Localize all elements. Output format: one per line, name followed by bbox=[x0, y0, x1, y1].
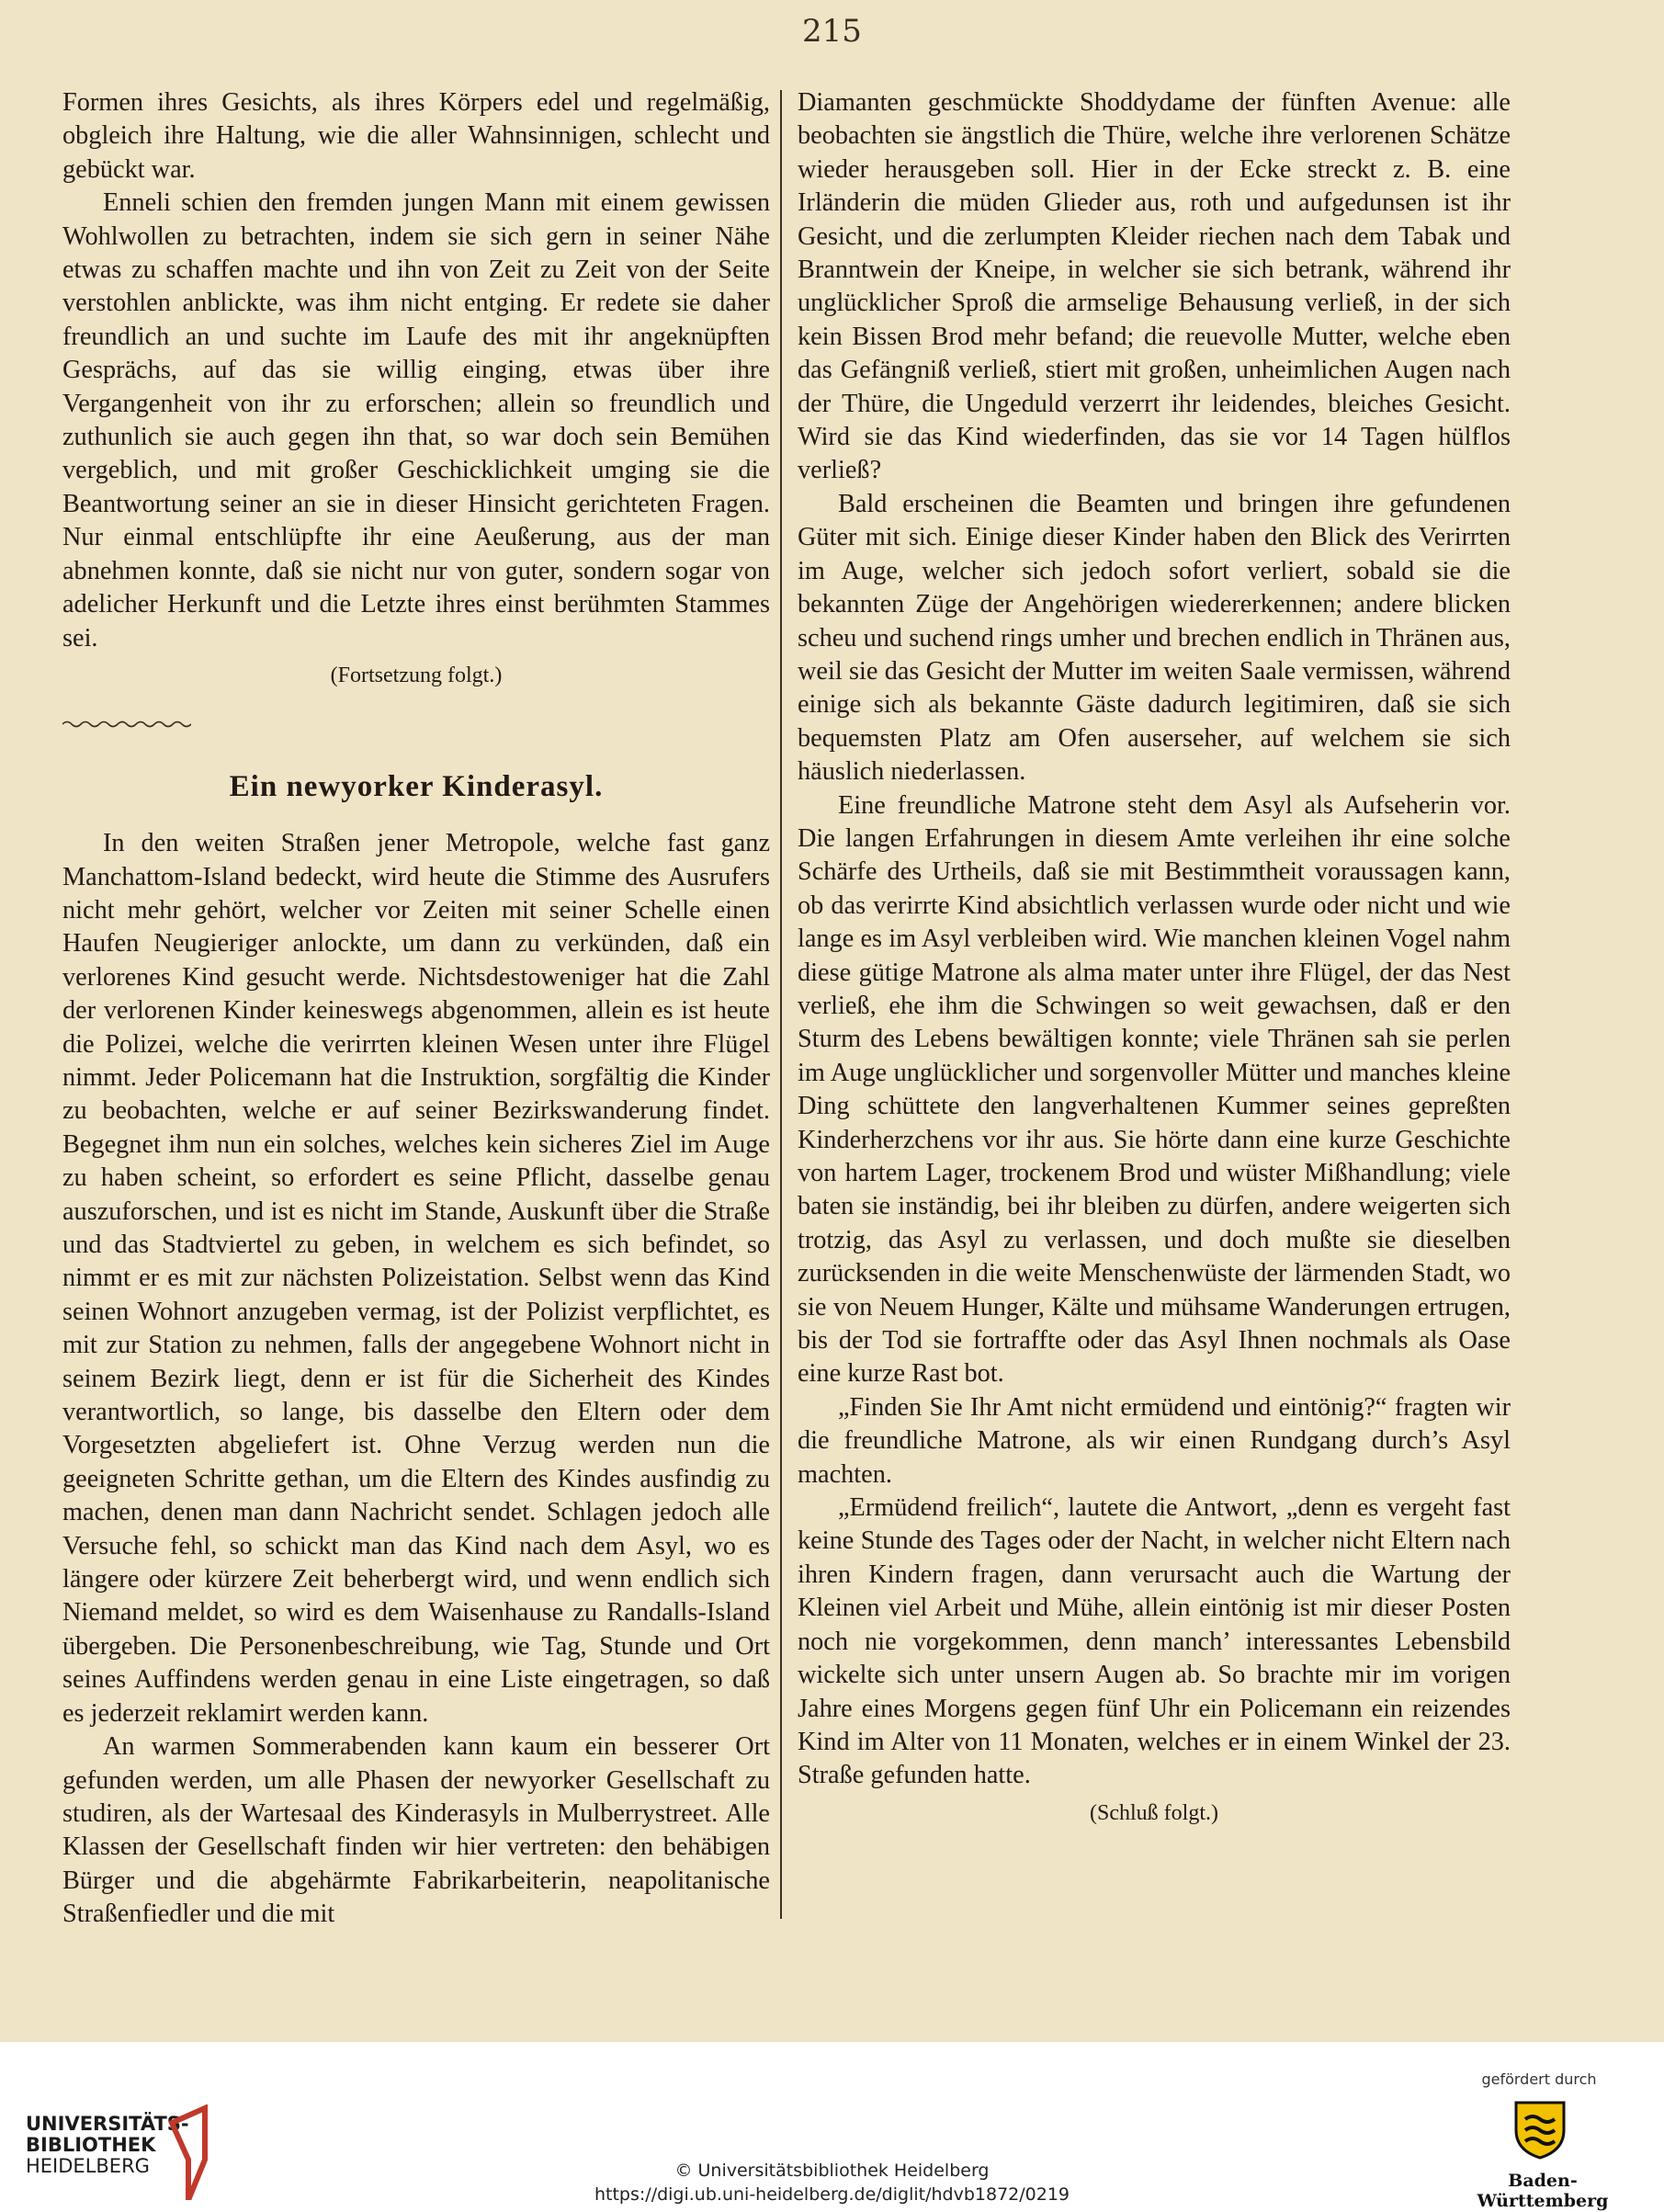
right-column bbox=[798, 86, 1511, 1839]
paragraph: „Ermüdend freilich“, lautete die Antwort, „denn es vergeht fast keine Stunde des Tages oder der Nacht, in welcher nicht Eltern nach ihren Kindern fragen, dann verursacht auch die Wartung der Kleinen viel Arbeit und Mühe, allein eintönig ist mir dieser Posten noch nie vorgekommen, denn manch’ interessantes Lebensbild wickelte sich unter unsern Augen ab. So brachte mir im vorigen Jahre eines Morgens gegen fünf Uhr ein Policemann ein reizendes Kind im Alter von 11 Monaten, welches er in einem Winkel der 23. Straße gefunden hatte. bbox=[798, 1493, 1511, 1790]
paragraph: „Finden Sie Ihr Amt nicht ermüdend und eintönig?“ fragten wir die freundliche Matrone, als wir einen Rundgang durch’s Asyl machten. bbox=[798, 1392, 1511, 1489]
continuation-note: (Schluß folgt.) bbox=[1090, 1800, 1218, 1825]
library-name-line: BIBLIOTHEK bbox=[26, 2134, 156, 2156]
paragraph: Diamanten geschmückte Shoddydame der fünften Avenue: alle beobachten sie ängstlich die Thüre, welche ihre verlorenen Schätze wieder herausgeben soll. Hier in der Ecke streckt z. B. eine Irländerin die müden Glieder aus, roth und aufgedunsen ist ihr Gesicht, und die zerlumpten Kleider riechen nach dem Tabak und Branntwein der Kneipe, in welcher sie sich betrank, während ihr unglücklicher Sproß die armselige Behausung verließ, in der sich kein Bissen Brod mehr befand; die reuevolle Mutter, welche eben das Gefängniß verließ, stiert mit großen, unheimlichen Augen nach der Thüre, die Ungeduld verzerrt ihr leidendes, bleiches Gesicht. Wird sie das Kind wiederfinden, das sie vor 14 Tagen hülflos verließ? bbox=[798, 88, 1511, 485]
library-name-line: UNIVERSITÄTS- bbox=[26, 2113, 189, 2135]
left-column bbox=[62, 86, 770, 1932]
paragraph: An warmen Sommerabenden kann kaum ein besserer Ort gefunden werden, um alle Phasen der newyorker Gesellschaft zu studiren, als der Wartesaal des Kinderasyls in Mulberrystreet. Alle Klassen der Gesellschaft finden wir hier vertreten: den behäbigen Bürger und die abgehärmte Fabrikarbeiterin, neapolitanische Straßenfiedler und die mit bbox=[62, 1732, 770, 1929]
paragraph: Formen ihres Gesichts, als ihres Körpers edel und regelmäßig, obgleich ihre Haltung, wie die aller Wahnsinnigen, schlecht und gebückt war. bbox=[62, 88, 770, 184]
paragraph: In den weiten Straßen jener Metropole, welche fast ganz Manchattom-Island bedeckt, wird heute die Stimme des Ausrufers nicht mehr gehört, welcher vor Zeiten mit seiner Schelle einen Haufen Neugieriger anlockte, um dann zu verkünden, daß ein verlorenes Kind gesucht werde. Nichtsdestoweniger hat die Zahl der verlorenen Kinder keineswegs abgenommen, allein es ist heute die Polizei, welche die verirrten kleinen Wesen unter ihre Flügel nimmt. Jeder Policemann hat die Instruktion, sorgfältig die Kinder zu beobachten, welche er auf seiner Bezirkswanderung findet. Begegnet ihm nun ein solches, welches kein sicheres Ziel im Auge zu haben scheint, so erfordert es seine Pflicht, dasselbe genau auszuforschen, und ist es nicht im Stande, Auskunft über die Straße und das Stadtviertel zu geben, in welchem es sich befindet, so nimmt er es mit zur nächsten Polizeistation. Selbst wenn das Kind seinen Wohnort anzugeben vermag, ist der Polizist verpflichtet, es mit zur Station zu nehmen, falls der angegebene Wohnort nicht in seinem Bezirk liegt, denn er ist für die Sicherheit des Kindes verantwortlich, so lange, bis dasselbe den Eltern oder dem Vorgesetzten abgeliefert ist. Ohne Verzug werden nun die geeigneten Schritte gethan, um die Eltern des Kindes ausfindig zu machen, denen man dann Nachricht sendet. Schlagen jedoch alle Versuche fehl, so schickt man das Kind nach dem Asyl, wo es längere oder kürzere Zeit beherbergt wird, und wenn endlich sich Niemand meldet, so wird es dem Waisenhause zu Randalls-Island übergeben. Die Personenbeschreibung, wie Tag, Stunde und Ort seines Auffindens werden genau in eine Liste eingetragen, so daß es jederzeit reklamirt werden kann. bbox=[62, 829, 770, 1728]
copyright-notice: © Universitätsbibliothek Heidelberg bbox=[674, 2161, 990, 2181]
article-title: Ein newyorker Kinderasyl. bbox=[229, 769, 604, 803]
continuation-note: (Fortsetzung folgt.) bbox=[330, 663, 503, 687]
page-number: 215 bbox=[802, 13, 862, 50]
funded-by-label: gefördert durch bbox=[1481, 2070, 1597, 2088]
paragraph: Bald erscheinen die Beamten und bringen ihre gefundenen Güter mit sich. Einige dieser Kinder haben den Blick des Verirrten im Auge, welcher sich jedoch sofort verliert, sobald sie die bekannten Züge der Angehörigen wiedererkennen; andere blicken scheu und suchend rings umher und brechen endlich in Thränen aus, weil sie das Gesicht der Mutter im weiten Saale vermissen, während einige sich als bekannte Gäste dadurch legitimiren, daß sie sich bequemsten Platz am Ofen auserseher, auf welchem sie sich häuslich niederlassen. bbox=[798, 489, 1511, 787]
permalink[interactable]: https://digi.ub.uni-heidelberg.de/diglit/hdvb1872/0219 bbox=[594, 2184, 1070, 2205]
state-name: Baden-Württemberg bbox=[1477, 2171, 1609, 2211]
column-divider bbox=[780, 90, 782, 1919]
state-crest-icon bbox=[1511, 2097, 1569, 2161]
ornamental-divider bbox=[62, 718, 191, 731]
paragraph: Eine freundliche Matrone steht dem Asyl als Aufseherin vor. Die langen Erfahrungen in diesem Amte verleihen ihr eine solche Schärfe des Urtheils, daß sie mit Bestimmtheit voraussagen kann, ob das verirrte Kind absichtlich verlassen wurde oder nicht und wie lange es im Asyl verbleiben wird. Wie manchen kleinen Vogel nahm diese gütige Matrone als alma mater unter ihre Flügel, der das Nest verließ, ehe ihm die Schwingen so weit gewachsen, daß er den Sturm des Lebens bewältigen konnte; viele Thränen sah sie perlen im Auge unglücklicher und sorgenvoller Mütter und manches kleine Ding schüttete den langverhaltenen Kummer seines gepreßten Kinderherzchens vor ihr aus. Sie hörte dann eine kurze Geschichte von hartem Lager, trockenem Brod und wüster Mißhandlung; viele baten sie inständig, bei ihr bleiben zu dürfen, andere weigerten sich trotzig, das Asyl zu verlassen, und doch mußte sie dieselben zurücksenden in die weite Menschenwüste der lärmenden Stadt, wo sie von Neuem Hunger, Kälte und mühsame Wanderungen ertrugen, bis der Tod sie fortraffte oder das Asyl Ihnen nochmals als Oase eine kurze Rast bot. bbox=[798, 790, 1511, 1389]
library-name-line: HEIDELBERG bbox=[26, 2155, 150, 2177]
paragraph: Enneli schien den fremden jungen Mann mit einem gewissen Wohlwollen zu betrachten, indem sie sich gern in seiner Nähe etwas zu schaffen machte und ihn von Zeit zu Zeit von der Seite verstohlen anblickte, was ihm nicht entging. Er redete sie daher freundlich an und suchte im Laufe des mit ihr angeknüpften Gesprächs, auf das sie willig einging, etwas über ihre Vergangenheit von ihr zu erforschen; allein so freundlich und zuthunlich sie auch gegen ihn that, so war doch sein Bemühen vergeblich, und mit großer Geschicklichkeit umging sie die Beantwortung seiner an sie in dieser Hinsicht gerichteten Fragen. Nur einmal entschlüpfte ihr eine Aeußerung, aus der man abnehmen konnte, daß sie nicht nur von guter, sondern sogar von adelicher Herkunft und die Letzte ihres einst berühmten Stammes sei. bbox=[62, 188, 770, 652]
